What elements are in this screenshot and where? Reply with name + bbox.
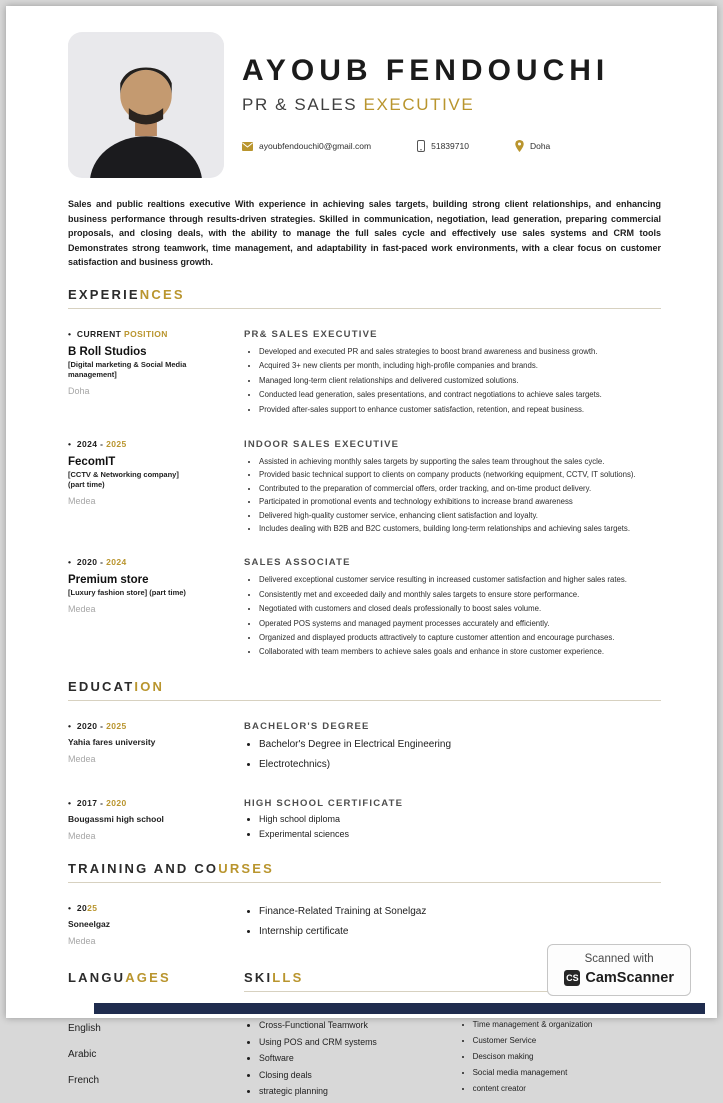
section-divider — [68, 700, 661, 701]
company-name: Premium store — [68, 574, 149, 587]
period-accent: 2020 — [106, 797, 127, 808]
skill-item: • Software — [259, 1053, 458, 1063]
bullet-item: • Delivered high-quality customer service, enhancing client satisfaction and loyalty. — [259, 511, 661, 522]
job-title-accent: EXECUTIVE — [363, 95, 475, 114]
entry-meta — [68, 721, 236, 778]
contact-row — [242, 140, 609, 152]
role-title: SALES ASSOCIATE — [244, 557, 351, 569]
heading-prefix: SKI — [244, 969, 273, 985]
org-location: Medea — [68, 935, 96, 946]
bullet-list — [259, 575, 661, 658]
entry-meta — [68, 439, 236, 537]
heading-accent: NCES — [139, 286, 185, 302]
entry-content — [244, 721, 661, 778]
bullet-item: • Provided basic technical support to clients on company products (networking equipment, CCTV, IT solutions). — [259, 470, 661, 481]
period-accent: POSITION — [124, 328, 168, 339]
phone-icon — [417, 140, 425, 152]
experience-entry — [68, 439, 661, 537]
bullet-item: • Experimental sciences — [259, 828, 661, 841]
experience-entry — [68, 557, 661, 661]
entry-meta — [68, 557, 236, 661]
entry-period: • CURRENT POSITION — [68, 328, 168, 339]
company-location: Medea — [68, 495, 96, 506]
heading-accent: AGES — [125, 969, 171, 985]
section-experiences — [68, 287, 661, 662]
heading-prefix: TRAINING AND CO — [68, 860, 219, 876]
section-divider — [68, 308, 661, 309]
entry-content — [244, 798, 661, 844]
bullet-item: • High school diploma — [259, 813, 661, 826]
bullet-list — [259, 457, 661, 535]
bullet-item: • Consistently met and exceeded daily and monthly sales targets to ensure store performance. — [259, 590, 661, 601]
entry-period: • 2017 - 2020 — [68, 797, 127, 808]
phone-text: 51839710 — [431, 141, 469, 151]
skill-item: • strategic planning — [259, 1086, 458, 1096]
section-heading-training — [68, 861, 661, 876]
company-name: FecomIT — [68, 455, 116, 468]
period-accent: 25 — [87, 902, 98, 913]
education-entry — [68, 798, 661, 844]
camscanner-name: CamScanner — [585, 970, 674, 986]
bullet-item: • Internship certificate — [259, 925, 661, 939]
language-item: French — [68, 1074, 100, 1086]
experience-entry — [68, 329, 661, 419]
profile-photo — [68, 32, 224, 178]
bullet-item: • Participated in promotional events and technology exhibitions to increase brand awareness — [259, 497, 661, 508]
bullet-item: • Negotiated with customers and closed deals professionally to boost sales volume. — [259, 604, 661, 615]
entry-period: • 2020 - 2024 — [68, 557, 127, 568]
bullet-item: • Acquired 3+ new clients per month, including high-profile companies and brands. — [259, 361, 661, 372]
period-accent: 2024 — [106, 557, 127, 568]
heading-prefix: LANGU — [68, 969, 126, 985]
page-title: AYOUB FENDOUCHI — [242, 54, 610, 87]
bullet-item: • Finance-Related Training at Sonelgaz — [259, 905, 661, 919]
heading-accent: LLS — [272, 969, 304, 985]
bullet-list — [259, 813, 661, 841]
skill-item: • Using POS and CRM systems — [259, 1037, 458, 1047]
bullet-item: • Includes dealing with B2B and B2C customers, building long-term relationships and achieving sales targets. — [259, 524, 661, 535]
period-prefix: CURRENT — [76, 328, 125, 339]
header — [68, 32, 661, 178]
company-name: B Roll Studios — [68, 345, 147, 358]
period-prefix: 2020 - — [76, 720, 107, 731]
bullet-item: • Organized and displayed products attractively to capture customer attention and encourage purchases. — [259, 633, 661, 644]
school-name: Bougassmi high school — [68, 813, 164, 824]
location-icon — [515, 140, 524, 152]
entry-content — [244, 439, 661, 537]
bullet-item: • Collaborated with team members to achieve sales goals and enhance in store customer experience. — [259, 647, 661, 658]
skill-item: • Social media management — [473, 1068, 661, 1077]
bullet-item: • Contributed to the preparation of commercial offers, order tracking, and on-time product delivery. — [259, 484, 661, 495]
skill-item: • Customer Service — [473, 1036, 661, 1045]
email-text: ayoubfendouchi0@gmail.com — [259, 141, 372, 151]
skill-item: • Cross-Functional Teamwork — [259, 1020, 458, 1030]
header-text — [242, 32, 609, 178]
scanned-with-label: Scanned with — [584, 953, 654, 965]
company-descriptor: [Luxury fashion store] (part time) — [68, 588, 186, 598]
entry-period: • 2025 — [68, 902, 98, 913]
job-title-prefix: PR & SALES — [242, 95, 364, 114]
company-location: Doha — [68, 385, 90, 396]
section-education — [68, 679, 661, 844]
location-text: Doha — [529, 141, 551, 151]
entry-content — [244, 557, 661, 661]
person-portrait-icon — [68, 32, 224, 178]
training-entry — [68, 903, 661, 946]
period-accent: 2025 — [106, 438, 127, 449]
languages-column — [68, 970, 236, 1103]
bullet-item: • Managed long-term client relationships and delivered customized solutions. — [259, 376, 661, 387]
skill-item: • Closing deals — [259, 1070, 458, 1080]
org-name: Soneelgaz — [68, 918, 111, 929]
period-accent: 2025 — [106, 720, 127, 731]
contact-email — [242, 141, 371, 151]
camscanner-logo-icon: CS — [564, 970, 580, 986]
section-heading-experiences — [68, 287, 661, 302]
contact-phone — [417, 140, 469, 152]
degree-title: HIGH SCHOOL CERTIFICATE — [244, 797, 404, 809]
language-item: English — [68, 1022, 101, 1034]
skill-item: • Descison making — [473, 1052, 661, 1061]
period-prefix: 20 — [76, 902, 88, 913]
bullet-item: • Assisted in achieving monthly sales targets by supporting the sales team throughout the sales cycle. — [259, 457, 661, 468]
entry-period: • 2024 - 2025 — [68, 438, 127, 449]
company-descriptor: [CCTV & Networking company] (part time) — [68, 469, 179, 490]
section-heading-education — [68, 679, 661, 694]
bullet-item: • Provided after-sales support to enhance customer satisfaction, retention, and repeat business. — [259, 405, 661, 416]
school-location: Medea — [68, 753, 96, 764]
period-prefix: 2017 - — [76, 797, 107, 808]
heading-prefix: EXPERIE — [68, 286, 140, 302]
job-title — [242, 95, 609, 115]
bullet-item: • Delivered exceptional customer service resulting in increased customer satisfaction and higher sales rates. — [259, 575, 661, 586]
entry-meta — [68, 798, 236, 844]
entry-content — [244, 903, 661, 946]
skills-lists — [244, 1004, 661, 1103]
entry-meta — [68, 329, 236, 419]
resume-page — [6, 6, 717, 1097]
company-descriptor: [Digital marketing & Social Media management] — [68, 359, 187, 380]
period-prefix: 2020 - — [76, 557, 107, 568]
school-location: Medea — [68, 830, 96, 841]
bullet-list — [259, 347, 661, 416]
role-title: INDOOR SALES EXECUTIVE — [244, 438, 400, 450]
bullet-item: • Conducted lead generation, sales presentations, and contract negotiations to achieve sales targets. — [259, 390, 661, 401]
section-divider — [68, 882, 661, 883]
summary-paragraph: Sales and public realtions executive With experience in achieving sales targets, building strong client relationships, and enhancing business performance through results-driven strategies. Skilled in communication, negotiation, lead generation, preparing commercial proposals, and closing deals, with the ability to manage the full sales cycle and effectively use sales systems and CRM tools Demonstrates strong teamwork, time management, and adaptability in fast-paced work environments, with a clear focus on customer satisfaction and business growth. — [68, 199, 661, 268]
skills-list-right — [473, 1004, 661, 1103]
section-heading-languages — [68, 970, 236, 985]
skill-item: • Time management & organization — [473, 1020, 661, 1029]
heading-accent: URSES — [218, 860, 275, 876]
bullet-item: • Operated POS systems and managed payment processes accurately and efficiently. — [259, 619, 661, 630]
camscanner-brand — [564, 970, 674, 986]
footer-bar — [94, 1003, 705, 1014]
period-prefix: 2024 - — [76, 438, 107, 449]
bullet-item: • Electrotechnics) — [259, 758, 661, 772]
company-location: Medea — [68, 603, 96, 614]
role-title: PR& SALES EXECUTIVE — [244, 328, 378, 340]
entry-content — [244, 329, 661, 419]
bullet-item: • Developed and executed PR and sales strategies to boost brand awareness and business growth. — [259, 347, 661, 358]
school-name: Yahia fares university — [68, 736, 156, 747]
degree-title: BACHELOR'S DEGREE — [244, 720, 370, 732]
skills-list-left — [259, 1004, 458, 1103]
entry-period: • 2020 - 2025 — [68, 720, 127, 731]
bullet-list — [259, 905, 661, 939]
email-icon — [242, 142, 253, 151]
entry-meta — [68, 903, 236, 946]
skill-item: • content creator — [473, 1084, 661, 1093]
bullet-list — [259, 738, 661, 772]
bullet-item: • Bachelor's Degree in Electrical Engineering — [259, 738, 661, 752]
contact-location — [515, 140, 550, 152]
heading-prefix: EDUCAT — [68, 678, 135, 694]
language-list — [68, 1023, 236, 1086]
section-training — [68, 861, 661, 946]
language-item: Arabic — [68, 1048, 97, 1060]
education-entry — [68, 721, 661, 778]
heading-accent: ION — [134, 678, 165, 694]
camscanner-badge — [547, 944, 691, 996]
